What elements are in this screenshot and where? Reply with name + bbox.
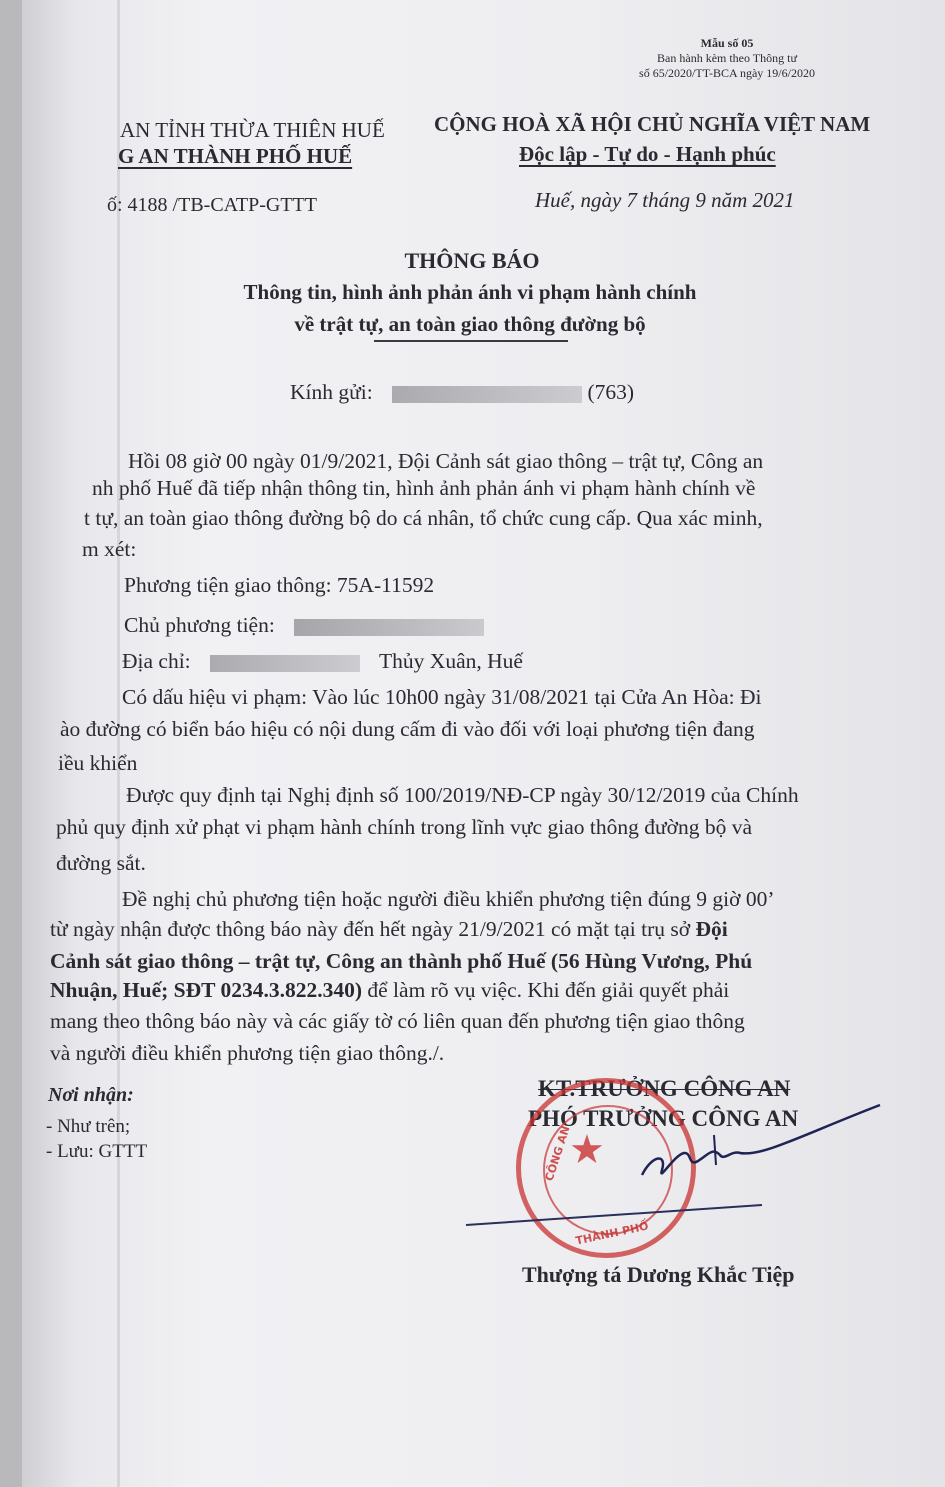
form-issued-line1: Ban hành kèm theo Thông tư <box>657 51 797 65</box>
body-p1-line3: t tự, an toàn giao thông đường bộ do cá nhân, tổ chức cung cấp. Qua xác minh, <box>84 506 763 530</box>
signer-name: Thượng tá Dương Khắc Tiệp <box>522 1262 795 1287</box>
signature-title-line1: KT.TRƯỞNG CÔNG AN <box>538 1076 791 1101</box>
address-label: Địa chỉ: <box>122 649 191 673</box>
body-p4-line2 <box>50 914 728 944</box>
document-page <box>22 0 945 1487</box>
body-p2-line1: Có dấu hiệu vi phạm: Vào lúc 10h00 ngày 31/08/2021 tại Cửa An Hòa: Đi <box>122 685 762 709</box>
recipient-name-redacted <box>392 386 582 403</box>
address-value: Thủy Xuân, Huế <box>379 649 523 673</box>
body-p4-line4 <box>50 975 729 1005</box>
body-p3-line3: đường sắt. <box>56 851 146 875</box>
agency-line2 <box>118 144 352 169</box>
body-p4-line2-bold: Đội <box>695 917 728 941</box>
recipient-label: Kính gửi: <box>290 380 373 404</box>
document-subtitle-line2: về trật tự, an toàn giao thông đường bộ <box>294 312 646 336</box>
place-date: Huế, ngày 7 tháng 9 năm 2021 <box>535 188 795 212</box>
address-redacted <box>210 655 360 672</box>
agency-line2-text: G AN THÀNH PHỐ HUẾ <box>118 144 353 168</box>
body-p4-line4-bold: Nhuận, Huế; SĐT 0234.3.822.340) <box>50 978 363 1002</box>
body-p4-line3: Cảnh sát giao thông – trật tự, Công an thành phố Huế (56 Hùng Vương, Phú <box>50 949 753 973</box>
body-p1-line4: m xét: <box>82 537 137 561</box>
document-title: THÔNG BÁO <box>404 248 540 273</box>
document-number: ố: 4188 /TB-CATP-GTTT <box>107 194 317 216</box>
form-number: Mẫu số 05 <box>700 36 754 50</box>
agency-line1: AN TỈNH THỪA THIÊN HUẾ <box>120 118 385 142</box>
national-motto-text: Độc lập - Tự do - Hạnh phúc <box>519 142 776 166</box>
recipient-suffix: (763) <box>587 380 635 404</box>
seal-text-top: CÔNG AN <box>542 1124 573 1183</box>
body-p2-line2: ào đường có biển báo hiệu có nội dung cấm đi vào đối với loại phương tiện đang <box>60 717 755 741</box>
recipient-line <box>290 377 634 407</box>
owner-label: Chủ phương tiện: <box>124 613 275 637</box>
handwritten-signature <box>462 1095 902 1235</box>
form-number-block <box>597 36 857 81</box>
owner-name-redacted <box>294 619 484 636</box>
body-p4-line1: Đề nghị chủ phương tiện hoặc người điều khiển phương tiện đúng 9 giờ 00’ <box>122 887 775 911</box>
document-subtitle-line1: Thông tin, hình ảnh phản ánh vi phạm hành chính <box>243 280 697 304</box>
body-p4-line4-text: để làm rõ vụ việc. Khi đến giải quyết phải <box>367 978 730 1002</box>
star-icon: ★ <box>569 1127 605 1173</box>
owner-line <box>124 610 484 640</box>
body-p2-line3: iều khiển <box>58 751 138 775</box>
body-p3-line2: phủ quy định xử phạt vi phạm hành chính trong lĩnh vực giao thông đường bộ và <box>56 815 753 839</box>
body-p3-line1: Được quy định tại Nghị định số 100/2019/NĐ-CP ngày 30/12/2019 của Chính <box>126 783 799 807</box>
recipients-item1: - Như trên; <box>46 1116 131 1137</box>
signature-title-line2: PHÓ TRƯỞNG CÔNG AN <box>528 1106 799 1131</box>
body-p1-line1: Hồi 08 giờ 00 ngày 01/9/2021, Đội Cảnh sát giao thông – trật tự, Công an <box>128 449 764 473</box>
vehicle-line: Phương tiện giao thông: 75A-11592 <box>124 573 435 597</box>
body-p4-line6: và người điều khiển phương tiện giao thông./. <box>50 1041 445 1065</box>
form-issued-line2: số 65/2020/TT-BCA ngày 19/6/2020 <box>639 66 815 80</box>
recipients-item2: - Lưu: GTTT <box>46 1141 148 1162</box>
body-p4-line5: mang theo thông báo này và các giấy tờ có liên quan đến phương tiện giao thông <box>50 1009 745 1033</box>
body-p4-line2-text: từ ngày nhận được thông báo này đến hết ngày 21/9/2021 có mặt tại trụ sở <box>50 917 691 941</box>
subtitle-underline <box>374 340 568 342</box>
recipients-label: Nơi nhận: <box>48 1084 134 1106</box>
republic-name: CỘNG HOÀ XÃ HỘI CHỦ NGHĨA VIỆT NAM <box>434 112 871 136</box>
national-motto <box>519 142 776 167</box>
seal-text-bottom: THÀNH PHỐ <box>574 1219 650 1248</box>
address-line <box>122 646 523 676</box>
body-p1-line2: nh phố Huế đã tiếp nhận thông tin, hình ảnh phản ánh vi phạm hành chính về <box>92 476 756 500</box>
